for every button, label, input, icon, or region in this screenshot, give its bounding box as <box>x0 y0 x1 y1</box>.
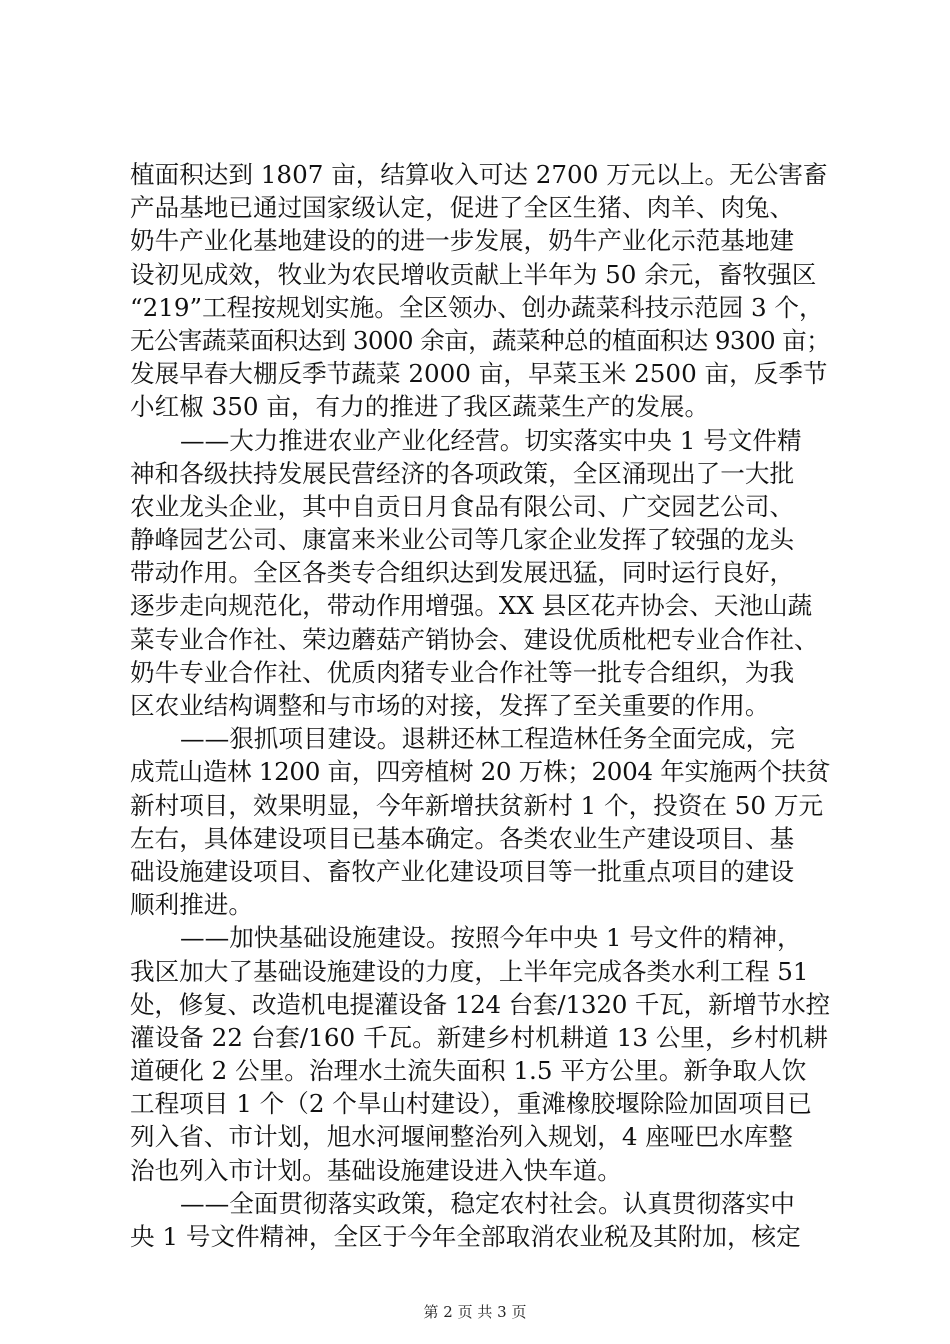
text-line: 灌设备 22 台套/160 千瓦。新建乡村机耕道 13 公里，乡村机耕 <box>130 1022 828 1052</box>
text-line: 小红椒 350 亩，有力的推进了我区蔬菜生产的发展。 <box>130 392 710 422</box>
text-line: 治也列入市计划。基础设施建设进入快车道。 <box>130 1155 622 1185</box>
text-line: ——狠抓项目建设。退耕还林工程造林任务全面完成，完 <box>180 724 795 754</box>
document-body <box>130 158 830 1253</box>
text-line: 神和各级扶持发展民营经济的各项政策，全区涌现出了一大批 <box>130 458 795 488</box>
text-line: 无公害蔬菜面积达到 3000 余亩，蔬菜种总的植面积达 9300 亩； <box>130 325 831 355</box>
text-line: 顺利推进。 <box>130 890 253 920</box>
text-line: “219”工程按规划实施。全区领办、创办蔬菜科技示范园 3 个， <box>130 292 824 322</box>
text-line: 逐步走向规范化，带动作用增强。XX 县区花卉协会、天池山蔬 <box>130 591 813 621</box>
text-line: 道硬化 2 公里。治理水土流失面积 1.5 平方公里。新争取人饮 <box>130 1056 807 1086</box>
text-line: 菜专业合作社、荣边蘑菇产销协会、建设优质枇杷专业合作社、 <box>130 624 819 654</box>
text-line: 工程项目 1 个（2 个旱山村建设），重滩橡胶堰除险加固项目已 <box>130 1089 812 1119</box>
text-line: 农业龙头企业，其中自贡日月食品有限公司、广交园艺公司、 <box>130 491 795 521</box>
page-footer: 第 2 页 共 3 页 <box>423 1303 527 1321</box>
text-line: 产品基地已通过国家级认定，促进了全区生猪、肉羊、肉兔、 <box>130 193 795 223</box>
text-line: 植面积达到 1807 亩，结算收入可达 2700 万元以上。无公害畜 <box>130 160 828 189</box>
text-line: ——全面贯彻落实政策，稳定农村社会。认真贯彻落实中 <box>180 1188 795 1218</box>
text-line: 设初见成效，牧业为农民增收贡献上半年为 50 余元，畜牧强区 <box>130 259 817 289</box>
text-line: 央 1 号文件精神，全区于今年全部取消农业税及其附加，核定 <box>130 1222 801 1251</box>
text-line: 左右，具体建设项目已基本确定。各类农业生产建设项目、基 <box>130 823 795 853</box>
text-line: 区农业结构调整和与市场的对接，发挥了至关重要的作用。 <box>130 691 770 720</box>
text-line: 新村项目，效果明显，今年新增扶贫新村 1 个，投资在 50 万元 <box>130 790 824 820</box>
text-line: 带动作用。全区各类专合组织达到发展迅猛，同时运行良好， <box>130 558 795 588</box>
text-line: 础设施建设项目、畜牧产业化建设项目等一批重点项目的建设 <box>130 856 795 886</box>
text-line: 处，修复、改造机电提灌设备 124 台套/1320 千瓦，新增节水控 <box>130 989 830 1019</box>
text-line: 列入省、市计划，旭水河堰闸整治列入规划，4 座哑巴水库整 <box>130 1122 793 1152</box>
text-line: 静峰园艺公司、康富来米业公司等几家企业发挥了较强的龙头 <box>130 525 795 555</box>
text-line: 发展早春大棚反季节蔬菜 2000 亩，早菜玉米 2500 亩，反季节 <box>130 359 828 389</box>
text-line: ——大力推进农业产业化经营。切实落实中央 1 号文件精 <box>180 425 802 455</box>
text-line: 我区加大了基础设施建设的力度，上半年完成各类水利工程 51 <box>130 956 809 986</box>
text-line: 奶牛产业化基地建设的的进一步发展，奶牛产业化示范基地建 <box>130 226 795 256</box>
text-line: 奶牛专业合作社、优质肉猪专业合作社等一批专合组织，为我 <box>130 657 795 687</box>
text-line: ——加快基础设施建设。按照今年中央 1 号文件的精神， <box>180 923 802 953</box>
text-line: 成荒山造林 1200 亩，四旁植树 20 万株；2004 年实施两个扶贫 <box>130 757 831 787</box>
